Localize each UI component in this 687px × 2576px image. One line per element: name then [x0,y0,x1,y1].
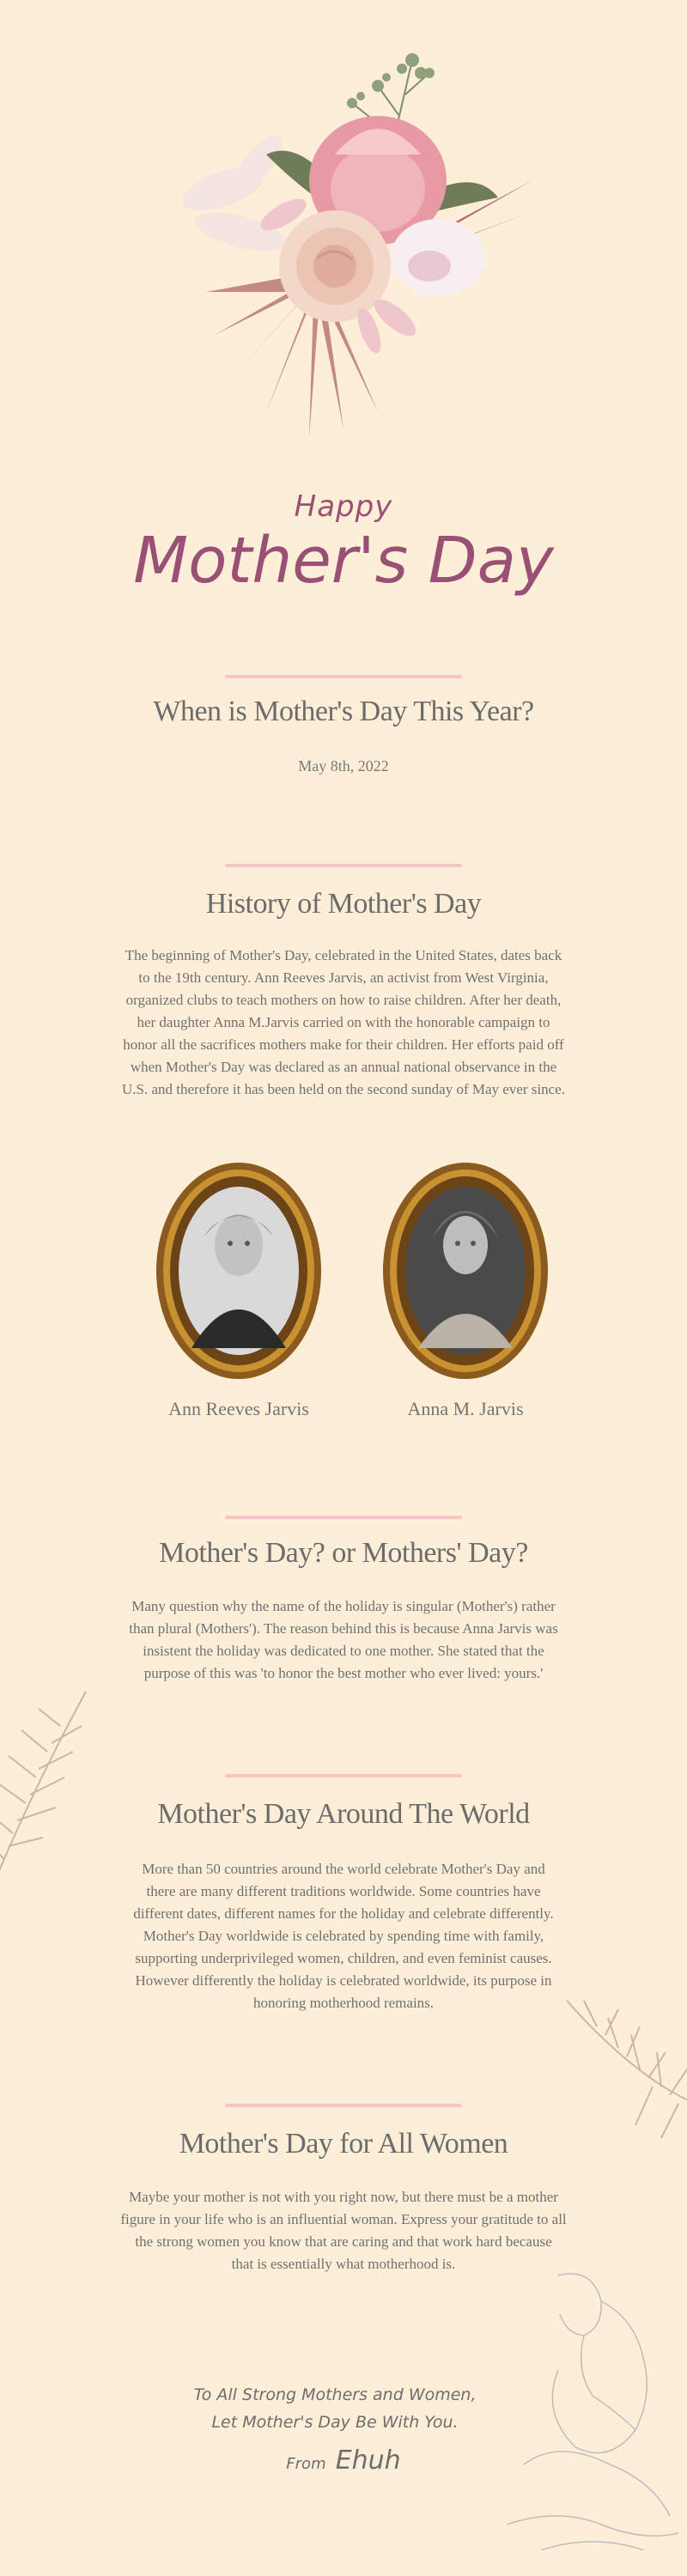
text-line: that is essentially what motherhood is. [231,2256,456,2272]
text-line: honoring motherhood remains. [252,1995,435,2011]
mothers-heading: Mother's Day? or Mothers' Day? [159,1537,528,1569]
mothers-day-date: May 8th, 2022 [298,757,389,775]
text-line: different dates, different names for the holiday and celebrate differently. [133,1905,554,1922]
flower-bouquet-illustration [129,34,558,464]
women-heading: Mother's Day for All Women [179,2128,508,2160]
history-heading: History of Mother's Day [205,888,482,920]
closing-line-2: Let Mother's Day Be With You. [211,2413,459,2432]
text-line: Many question why the name of the holiday is singular (Mother's) rather [131,1598,556,1614]
from-label: From [286,2455,326,2473]
text-line: honor all the sacrifices mothers make for their children. Her efforts paid off [123,1036,564,1053]
text-line: Maybe your mother is not with you right now, but there must be a mother [129,2189,558,2205]
pampas-decoration-right [558,1975,687,2147]
world-heading: Mother's Day Around The World [157,1798,530,1830]
mother-child-line-art [507,2267,678,2550]
text-line: to the 19th century. Ann Reeves Jarvis, an activist from West Virginia, [138,969,549,986]
portrait-ann-reeves-jarvis [153,1159,325,1382]
text-line: her daughter Anna M.Jarvis carried on with the honorable campaign to [137,1014,550,1030]
text-line: The beginning of Mother's Day, celebrated in the United States, dates back [125,947,562,963]
signature-block [0,2445,687,2476]
text-line: purpose of this was 'to honor the best mother who ever lived: yours.' [143,1665,544,1681]
text-line: organized clubs to teach mothers on how to raise children. After her death, [125,992,562,1008]
text-line: supporting underprivileged women, children, and even feminist causes. [135,1950,552,1966]
text-line: insistent the holiday was dedicated to one mother. She stated that the [143,1643,544,1659]
section-divider [225,1774,462,1777]
section-divider [225,1516,462,1519]
text-line: there are many different traditions worldwide. Some countries have [146,1883,541,1899]
portrait-anna-m-jarvis [380,1159,551,1382]
closing-line-1: To All Strong Mothers and Women, [193,2385,477,2404]
text-line: than plural (Mothers'). The reason behind this is because Anna Jarvis was [129,1620,558,1637]
portrait-name: Ann Reeves Jarvis [168,1398,309,1419]
portrait-name: Anna M. Jarvis [407,1398,524,1419]
section-divider [225,675,462,678]
page-title: Mother's Day [133,524,554,598]
signature: Ehuh [335,2445,401,2476]
text-line: U.S. and therefore it has been held on the second sunday of May ever since. [122,1081,565,1097]
text-line: Mother's Day worldwide is celebrated by spending time with family, [143,1928,544,1944]
text-line: when Mother's Day was declared as an annual national observance in the [130,1059,557,1075]
text-line: However differently the holiday is celebrated worldwide, its purpose in [135,1972,552,1989]
world-paragraph [94,1858,593,2014]
happy-text: Happy [294,489,393,524]
section-divider [225,2104,462,2107]
text-line: the strong women you know that are caring and that work hard because [135,2233,552,2250]
when-heading: When is Mother's Day This Year? [153,696,534,727]
text-line: More than 50 countries around the world celebrate Mother's Day and [142,1861,545,1877]
women-paragraph [94,2186,593,2275]
history-paragraph [94,945,593,1101]
text-line: figure in your life who is an influential woman. Express your gratitude to all [120,2211,567,2227]
section-divider [225,864,462,867]
mothers-paragraph [94,1595,593,1685]
